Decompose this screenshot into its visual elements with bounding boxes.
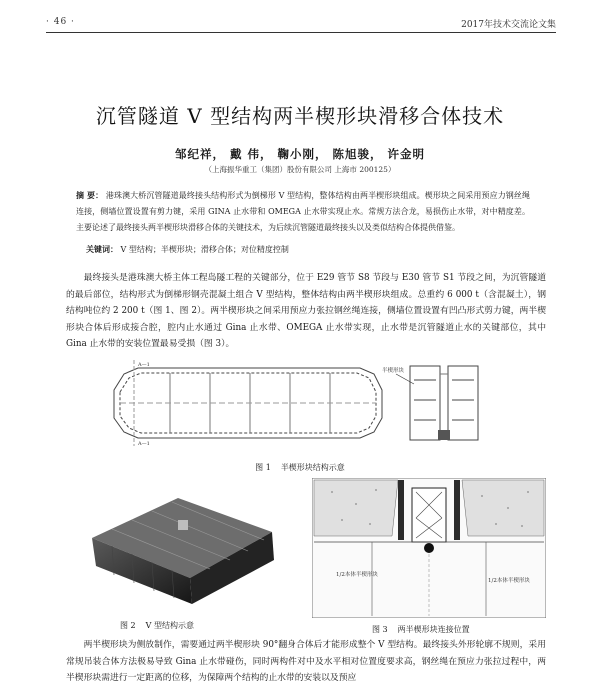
fig1-joint-block xyxy=(438,430,450,440)
figure-3-title: 两半楔形块连接位置 xyxy=(397,625,470,634)
journal-name: 2017年技术交流论文集 xyxy=(461,20,556,30)
fig1-label-top: A—1 xyxy=(138,362,150,368)
fig3-left-label: 1/2本体半楔形块 xyxy=(336,572,378,578)
figure-3-number: 图 3 xyxy=(372,625,388,634)
figure-2-number: 图 2 xyxy=(120,621,136,630)
body-paragraph-2: 两半楔形块为侧放制作，需要通过两半楔形块 90°翻身合体后才能形成整个 V 型结构。最终接头外形轮廓不规则，采用常规吊装合体方法极易导致 Gina 止水带碰伤，同时两构件对中及水平相对位置度要求高，钢丝绳在预应力张拉过程中，两半楔形块需进行一定距离的位移，为保障两个结构的止水带的安装以及预应 xyxy=(66,640,546,683)
figure-1-number: 图 1 xyxy=(255,463,271,472)
fig1-section-view xyxy=(410,366,478,440)
author-list: 邹纪祥， 戴 伟， 鞠小刚， 陈旭骏， 许金明 xyxy=(174,147,426,161)
figure-1-drawing xyxy=(110,360,514,446)
figure-3-caption xyxy=(372,624,470,635)
figure-2-caption xyxy=(120,620,194,631)
figure-2-title: V 型结构示意 xyxy=(145,621,194,630)
keywords xyxy=(86,241,530,258)
fig1-plan-view xyxy=(114,360,382,446)
figure-1-caption xyxy=(0,462,600,473)
fig3-right-label: 1/2本体半楔形块 xyxy=(488,578,530,584)
figure-1-title: 半楔形块结构示意 xyxy=(280,463,345,472)
affiliation: （上海振华重工（集团）股份有限公司 上海市 200125） xyxy=(204,165,396,174)
figure-2-render xyxy=(82,480,282,610)
body-paragraph-1: 最终接头是港珠澳大桥主体工程岛隧工程的关键部分，位于 E29 管节 S8 节段与 E30 管节 S1 节段之间，为沉管隧道的最后部位，结构形式为倒梯形钢壳混凝土组合 V 型结构，整体结构由两半楔形块组成。总重约 6 000 t（含混凝土），钢结构吨位约 2 200 t（图 1、图 2）。两半楔形块之间采用预应力张拉钢丝绳连接，侧墙位置设置有凹凸形式剪力键，两半楔形块合体后形成接合腔，腔内止水通过 Gina 止水带、OMEGA 止水带实现，止水带是沉管隧道止水的关键部位，其中 Gina 止水带的安装位置最易受损（图 3）。 xyxy=(66,273,546,349)
figure-3-detail xyxy=(312,478,546,618)
page-number: · 46 · xyxy=(46,17,75,27)
abstract xyxy=(76,187,530,236)
abstract-text: 港珠澳大桥沉管隧道最终接头结构形式为倒梯形 V 型结构，整体结构由两半楔形块组成。楔形块之间采用预应力钢丝绳连接，侧墙位置设置有剪力键，采用 GINA 止水带和 OMEGA 止水带实现止水。常规方法合龙，易损伤止水带，对中精度差。主要论述了最终接头两半楔形块滑移合体的关键技术，为后续沉管隧道最终接头以及类似结构合体提供借鉴。 xyxy=(76,191,531,232)
fig1-callout: 半楔形块 xyxy=(382,368,405,374)
abstract-label: 摘 要： xyxy=(76,190,104,200)
keywords-label: 关键词： xyxy=(86,244,118,254)
paper-title: 沉管隧道 V 型结构两半楔形块滑移合体技术 xyxy=(95,104,505,128)
keywords-text: V 型结构；半楔形块；滑移合体；对位精度控制 xyxy=(120,245,289,254)
fig1-label-bottom: A—1 xyxy=(138,441,150,446)
running-header xyxy=(46,14,556,33)
